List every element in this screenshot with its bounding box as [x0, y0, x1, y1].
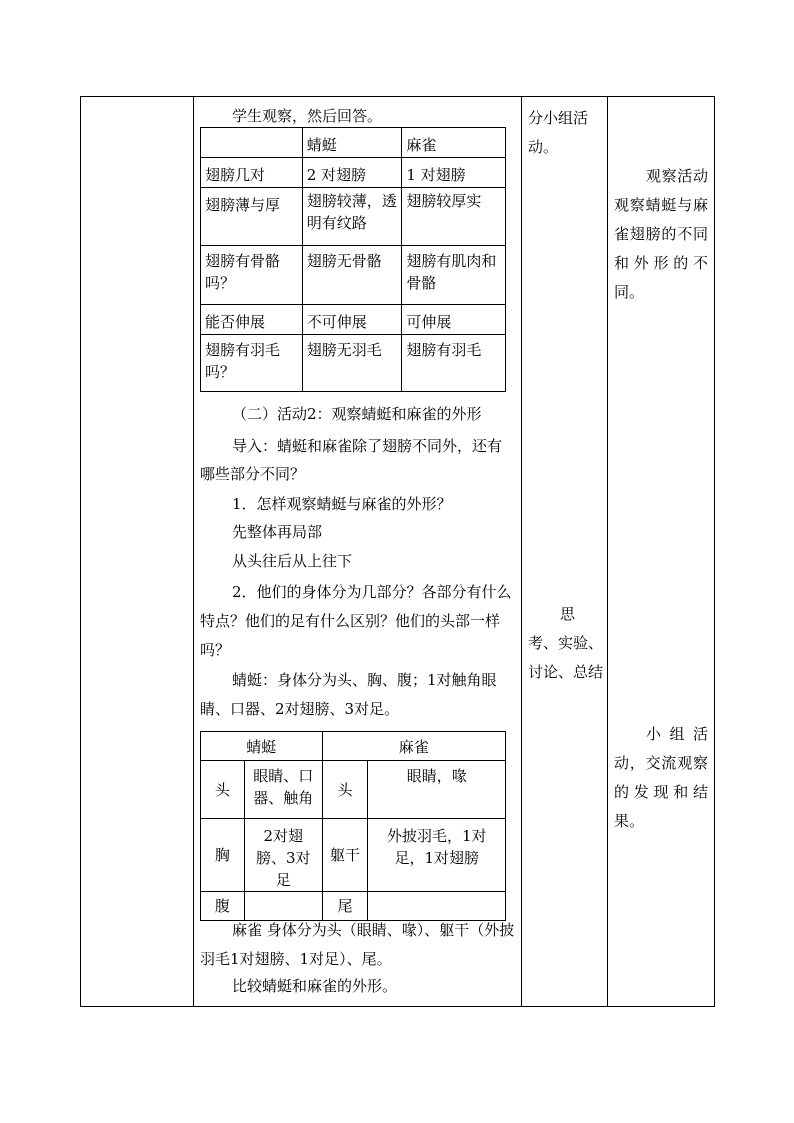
table1-cell: 翅膀较厚实: [402, 188, 506, 246]
group-exchange-note: 小组活动，交流观察的发现和结果。: [614, 725, 708, 830]
observation-goal: 观察活动观察蜻蜓与麻雀翅膀的不同和外形的不同。: [614, 167, 708, 301]
table1-header-sparrow: 麻雀: [402, 128, 506, 158]
table2-cell: 眼睛、口器、触角: [244, 761, 322, 819]
table2-cell: 腹: [201, 892, 245, 921]
table1-cell: 1 对翅膀: [402, 158, 506, 188]
table1-cell: 翅膀有羽毛吗？: [201, 335, 303, 392]
table2-cell: 2对翅膀、3对足: [244, 819, 322, 892]
table2-cell: 头: [201, 761, 245, 819]
table1-cell: 翅膀较薄，透明有纹路: [302, 188, 402, 246]
group-activity-note: 分小组活动。: [528, 109, 589, 156]
sparrow-description: 麻雀 身体分为头（眼睛、喙）、躯干（外披羽毛1对翅膀、1对足）、尾。: [200, 921, 515, 968]
table1-cell: 翅膀无骨骼: [302, 246, 402, 305]
table2-header-dragonfly: 蜻蜓: [201, 732, 323, 761]
table1-header-dragonfly: 蜻蜓: [302, 128, 402, 158]
column-divider-3: [607, 96, 608, 1007]
frame-top: [80, 96, 715, 97]
table1-cell: 翅膀薄与厚: [201, 188, 303, 246]
table2-cell: 外披羽毛，1对足，1对翅膀: [368, 819, 506, 892]
table1-cell: 可伸展: [402, 305, 506, 335]
table2-cell: 胸: [201, 819, 245, 892]
table1-cell: 翅膀几对: [201, 158, 303, 188]
table2-header-sparrow: 麻雀: [322, 732, 505, 761]
dragonfly-description: 蜻蜓：身体分为头、胸、腹；1对触角眼睛、口器、2对翅膀、3对足。: [200, 671, 497, 718]
question-2: 2．他们的身体分为几部分？各部分有什么特点？他们的足有什么区别？他们的头部一样吗？: [200, 583, 512, 659]
intro-text: 学生观察，然后回答。: [232, 107, 383, 125]
table1-cell: 翅膀无羽毛: [302, 335, 402, 392]
wing-comparison-table: [200, 127, 506, 392]
frame-bottom: [80, 1006, 715, 1007]
answer-1a: 先整体再局部: [232, 523, 323, 541]
column-divider-2: [521, 96, 522, 1007]
table2-cell: 眼睛，喙: [368, 761, 506, 819]
table2-cell: 尾: [322, 892, 368, 921]
table1-cell: 不可伸展: [302, 305, 402, 335]
table1-cell: 翅膀有肌肉和骨骼: [402, 246, 506, 305]
column-divider-1: [193, 96, 194, 1007]
table1-header-empty: [201, 128, 303, 158]
activity2-title: （二）活动2：观察蜻蜓和麻雀的外形: [232, 405, 482, 423]
method-note: 思考、实验、讨论、总结: [528, 605, 604, 681]
frame-right: [714, 96, 715, 1007]
table1-cell: 能否伸展: [201, 305, 303, 335]
table1-cell: 翅膀有骨骼吗？: [201, 246, 303, 305]
table2-cell: 躯干: [322, 819, 368, 892]
body-parts-table: [200, 731, 506, 921]
table2-cell: 头: [322, 761, 368, 819]
question-1: 1．怎样观察蜻蜓与麻雀的外形？: [232, 495, 452, 513]
answer-1b: 从头往后从上往下: [232, 552, 353, 570]
table1-cell: 2 对翅膀: [302, 158, 402, 188]
frame-left: [80, 96, 81, 1007]
compare-text: 比较蜻蜓和麻雀的外形。: [232, 977, 398, 995]
lead-paragraph: 导入：蜻蜓和麻雀除了翅膀不同外，还有哪些部分不同？: [200, 437, 503, 483]
table1-cell: 翅膀有羽毛: [402, 335, 506, 392]
